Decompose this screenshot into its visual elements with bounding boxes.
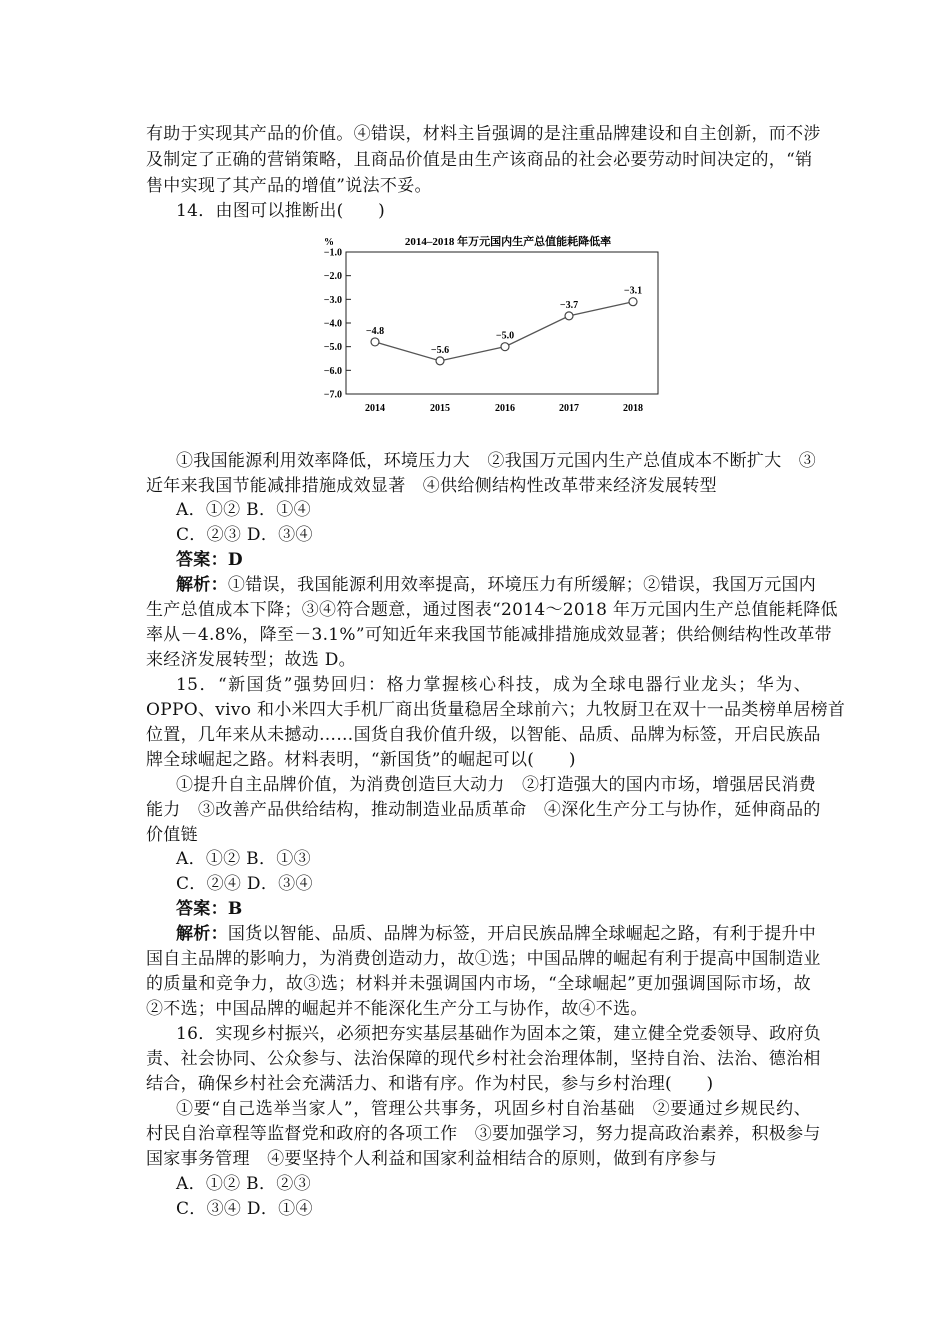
y-tick-label: −4.0	[323, 318, 342, 330]
explanation-label: 解析：	[176, 924, 228, 944]
data-label: −5.0	[495, 330, 515, 342]
q16-options-line: 村民自治章程等监督党和政府的各项工作 ③要加强学习，努力提高政治素养，积极参与	[146, 1124, 821, 1144]
question-16-stem: 结合，确保乡村社会充满活力、和谐有序。作为村民，参与乡村治理( )	[146, 1074, 714, 1094]
data-label: −3.7	[559, 299, 579, 311]
q14-explanation-line	[176, 573, 817, 597]
chart-frame	[346, 252, 658, 394]
q15-explanation-line: ②不选；中国品牌的崛起并不能深化生产分工与协作，故④不选。	[146, 999, 648, 1019]
text-line: 及制定了正确的营销策略，且商品价值是由生产该商品的社会必要劳动时间决定的，“销	[146, 150, 813, 170]
x-tick-label: 2014	[365, 403, 385, 414]
q14-answer: 答案：D	[176, 550, 243, 570]
data-label: −4.8	[365, 325, 385, 337]
q14-choices-cd: C．②③ D．③④	[176, 525, 313, 545]
x-tick-label: 2018	[623, 403, 643, 414]
q15-choices-ab: A．①② B．①③	[176, 849, 311, 869]
y-tick-label: −3.0	[323, 294, 342, 306]
explanation-text: 国货以智能、品质、品牌为标签，开启民族品牌全球崛起之路，有利于提升中	[227, 924, 817, 944]
q14-options-line: ①我国能源利用效率降低，环境压力大 ②我国万元国内生产总值成本不断扩大 ③	[176, 451, 817, 471]
text-line: 售中实现了其产品的增值”说法不妥。	[146, 176, 432, 196]
question-14-stem: 14．由图可以推断出( )	[176, 201, 386, 221]
data-point	[436, 357, 444, 365]
question-15-stem: 牌全球崛起之路。材料表明，“新国货”的崛起可以( )	[146, 750, 576, 770]
q15-explanation-line: 的质量和竞争力，故③选；材料并未强调国内市场，“全球崛起”更加强调国际市场，故	[146, 974, 811, 994]
q15-explanation-line: 国自主品牌的影响力，为消费创造动力，故①选；中国品牌的崛起有利于提高中国制造业	[146, 949, 821, 969]
q14-explanation-line: 生产总值成本下降；③④符合题意，通过图表“2014～2018 年万元国内生产总值能耗降低	[146, 600, 838, 620]
x-tick-label: 2017	[559, 403, 579, 414]
q15-options-line: 能力 ③改善产品供给结构，推动制造业品质革命 ④深化生产分工与协作，延伸商品的	[146, 800, 821, 820]
data-point	[371, 338, 379, 346]
q14-explanation-line: 来经济发展转型；故选 D。	[146, 650, 356, 670]
q14-explanation-line: 率从－4.8%，降至－3.1%”可知近年来我国节能减排措施成效显著；供给侧结构性改革带	[146, 625, 832, 645]
chart-y-axis-label: %	[324, 237, 334, 248]
q15-choices-cd: C．②④ D．③④	[176, 874, 313, 894]
q15-options-line: ①提升自主品牌价值，为消费创造巨大动力 ②打造强大的国内市场，增强居民消费	[176, 775, 817, 795]
question-15-stem: 位置，几年来从未撼动……国货自我价值升级，以智能、品质、品牌为标签，开启民族品	[146, 725, 821, 745]
q16-choices-ab: A．①② B．②③	[176, 1174, 311, 1194]
question-15-stem: OPPO、vivo 和小米四大手机厂商出货量稳居全球前六；九牧厨卫在双十一品类榜单居榜首	[146, 700, 846, 720]
y-tick-label: −7.0	[323, 389, 342, 401]
q14-options-line: 近年来我国节能减排措施成效显著 ④供给侧结构性改革带来经济发展转型	[146, 476, 717, 496]
x-tick-label: 2016	[495, 403, 515, 414]
y-tick-label: −5.0	[323, 342, 342, 354]
q15-explanation-line	[176, 922, 817, 946]
y-tick-label: −6.0	[323, 365, 342, 377]
y-tick-label: −2.0	[323, 271, 342, 283]
data-point	[501, 343, 509, 351]
question-16-stem: 责、社会协同、公众参与、法治保障的现代乡村社会治理体制，坚持自治、法治、德治相	[146, 1049, 821, 1069]
q15-answer: 答案：B	[176, 899, 243, 919]
text-line: 有助于实现其产品的价值。④错误，材料主旨强调的是注重品牌建设和自主创新，而不涉	[146, 124, 821, 144]
data-label: −5.6	[430, 344, 450, 356]
data-point	[565, 312, 573, 320]
q16-options-line: 国家事务管理 ④要坚持个人利益和国家利益相结合的原则，做到有序参与	[146, 1149, 717, 1169]
energy-consumption-chart	[300, 232, 670, 422]
explanation-label: 解析：	[176, 575, 228, 595]
y-tick-label: −1.0	[323, 247, 342, 259]
question-15-stem: 15．“新国货”强势回归：格力掌握核心科技，成为全球电器行业龙头；华为、	[176, 675, 811, 695]
data-point	[629, 298, 637, 306]
q16-choices-cd: C．③④ D．①④	[176, 1199, 313, 1219]
chart-title: 2014–2018 年万元国内生产总值能耗降低率	[404, 236, 612, 248]
q15-options-line: 价值链	[146, 825, 198, 845]
q16-options-line: ①要“自己选举当家人”，管理公共事务，巩固乡村自治基础 ②要通过乡规民约、	[176, 1099, 811, 1119]
x-tick-label: 2015	[430, 403, 450, 414]
explanation-text: ①错误，我国能源利用效率提高，环境压力有所缓解；②错误，我国万元国内	[227, 575, 817, 595]
data-label: −3.1	[623, 285, 643, 297]
question-16-stem: 16．实现乡村振兴，必须把夯实基层基础作为固本之策，建立健全党委领导、政府负	[176, 1024, 822, 1044]
q14-choices-ab: A．①② B．①④	[176, 500, 311, 520]
